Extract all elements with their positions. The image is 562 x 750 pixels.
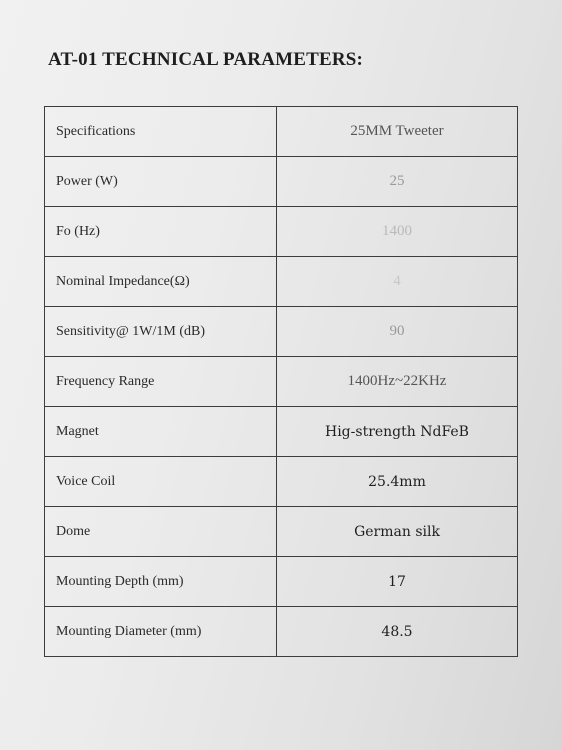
table-row (45, 407, 518, 457)
table-row (45, 257, 518, 307)
table-row (45, 357, 518, 407)
table-row (45, 607, 518, 657)
table-row (45, 507, 518, 557)
parameter-name: Dome (45, 507, 277, 557)
parameter-name: Frequency Range (45, 357, 277, 407)
table-row (45, 457, 518, 507)
table-row (45, 157, 518, 207)
parameter-value: German silk (277, 507, 518, 557)
parameter-value: 4 (277, 257, 518, 307)
parameter-name: Mounting Diameter (mm) (45, 607, 277, 657)
table-row (45, 307, 518, 357)
table-row (45, 107, 518, 157)
parameter-value: 1400 (277, 207, 518, 257)
parameter-value: 17 (277, 557, 518, 607)
parameter-value: 48.5 (277, 607, 518, 657)
parameter-value: 1400Hz~22KHz (277, 357, 518, 407)
parameter-value: 25 (277, 157, 518, 207)
parameter-name: Sensitivity@ 1W/1M (dB) (45, 307, 277, 357)
parameter-name: Voice Coil (45, 457, 277, 507)
parameter-value: 25.4mm (277, 457, 518, 507)
table-row (45, 207, 518, 257)
page-title: AT-01 TECHNICAL PARAMETERS: (48, 49, 364, 70)
parameter-name: Fo (Hz) (45, 207, 277, 257)
parameter-value: Hig-strength NdFeB (277, 407, 518, 457)
parameter-name: Nominal Impedance(Ω) (45, 257, 277, 307)
parameter-name: Mounting Depth (mm) (45, 557, 277, 607)
parameter-name: Magnet (45, 407, 277, 457)
parameter-value: 90 (277, 307, 518, 357)
parameter-value: 25MM Tweeter (277, 107, 518, 157)
spec-table (44, 106, 518, 657)
table-row (45, 557, 518, 607)
parameter-name: Power (W) (45, 157, 277, 207)
parameter-name: Specifications (45, 107, 277, 157)
